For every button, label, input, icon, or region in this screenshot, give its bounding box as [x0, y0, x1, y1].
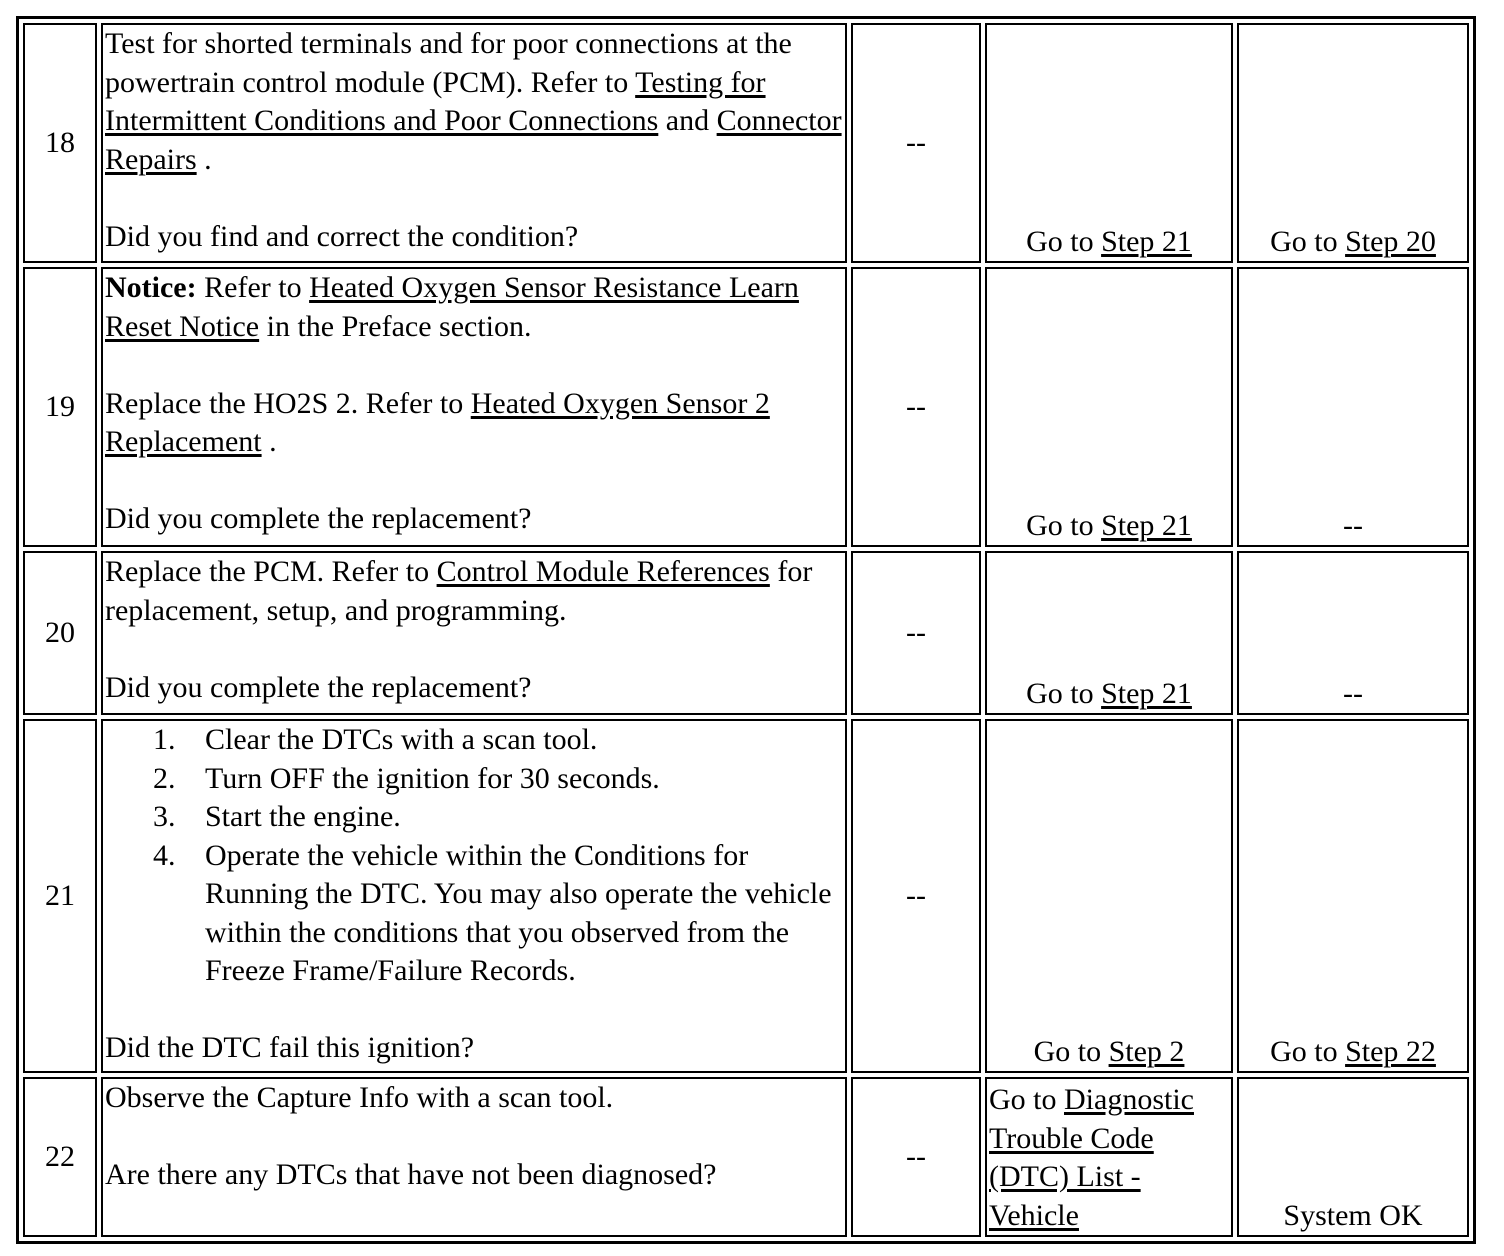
- action-text-part: .: [261, 425, 277, 458]
- no-cell: [1237, 267, 1469, 547]
- action-text: [105, 385, 843, 462]
- list-item: [153, 798, 843, 837]
- step-number-cell: [23, 267, 97, 547]
- action-question: Did you complete the replacement?: [105, 502, 532, 535]
- goto-prefix: Go to: [1026, 676, 1102, 710]
- goto-prefix: Go to: [989, 1083, 1064, 1116]
- list-item-text: Operate the vehicle within the Conditions for Running the DTC. You may also operate the vehicle within the conditions that you observed from the Freeze Frame/Failure Records.: [205, 838, 832, 987]
- list-item: [153, 837, 843, 991]
- link-step-21[interactable]: Step 21: [1101, 508, 1192, 542]
- list-item-number: 1.: [153, 723, 176, 756]
- action-cell: [101, 719, 847, 1073]
- yes-cell: [985, 267, 1233, 547]
- value-cell: [851, 267, 981, 547]
- no-cell: [1237, 719, 1469, 1073]
- value-text: --: [906, 389, 926, 423]
- goto-prefix: Go to: [1033, 1034, 1109, 1068]
- link-control-module-references[interactable]: Control Module References: [436, 555, 770, 588]
- procedure-list: [105, 721, 843, 991]
- value-cell: [851, 1077, 981, 1237]
- yes-cell: [985, 551, 1233, 715]
- goto-prefix: Go to: [1026, 508, 1102, 542]
- action-text-part: for replacement, setup, and programming.: [105, 555, 813, 627]
- list-item-number: 4.: [153, 838, 176, 872]
- step-number-cell: [23, 1077, 97, 1237]
- action-text: [105, 553, 843, 630]
- no-cell: [1237, 23, 1469, 263]
- step-number: 19: [45, 389, 75, 423]
- action-question: Did you complete the replacement?: [105, 670, 532, 704]
- value-cell: [851, 23, 981, 263]
- table-row-step-21: [23, 719, 1469, 1073]
- table-row-step-18: [23, 23, 1469, 263]
- action-text-part: Test for shorted terminals and for poor connections at the powertrain control module (PCM). Refer to: [105, 27, 792, 99]
- yes-cell: [985, 23, 1233, 263]
- link-testing-intermittent[interactable]: Testing for Intermittent Conditions and Poor Connections: [105, 65, 766, 137]
- action-cell: [101, 1077, 847, 1237]
- step-number: 21: [45, 878, 75, 912]
- action-question: Did you find and correct the condition?: [105, 219, 579, 253]
- action-text-part: Replace the PCM. Refer to: [105, 555, 437, 588]
- action-text: Observe the Capture Info with a scan tool.: [105, 1081, 614, 1114]
- step-number: 18: [45, 125, 75, 159]
- value-text: --: [906, 1139, 926, 1173]
- table-row-step-19: [23, 267, 1469, 547]
- link-dtc-list-vehicle[interactable]: Diagnostic Trouble Code (DTC) List - Vehicle: [989, 1083, 1194, 1232]
- yes-cell: [985, 719, 1233, 1073]
- notice-text: [105, 269, 843, 346]
- action-cell: [101, 23, 847, 263]
- value-text: --: [906, 615, 926, 649]
- notice-text-part: Refer to: [196, 271, 310, 304]
- no-cell: [1237, 1077, 1469, 1237]
- list-item-text: Clear the DTCs with a scan tool.: [205, 723, 598, 756]
- link-step-2[interactable]: Step 2: [1108, 1034, 1185, 1068]
- link-connector-repairs[interactable]: Connector Repairs: [105, 104, 842, 176]
- link-heated-oxygen-sensor-resistance-notice[interactable]: Heated Oxygen Sensor Resistance Learn Reset Notice: [105, 271, 799, 343]
- step-number: 22: [45, 1139, 75, 1173]
- step-number-cell: [23, 719, 97, 1073]
- list-item-text: Start the engine.: [205, 800, 401, 833]
- step-number-cell: [23, 23, 97, 263]
- notice-text-part: in the Preface section.: [259, 309, 532, 343]
- list-item-text: Turn OFF the ignition for 30 seconds.: [205, 761, 660, 795]
- value-text: --: [906, 878, 926, 912]
- goto-prefix: Go to: [1270, 224, 1346, 258]
- list-item: [153, 760, 843, 799]
- step-number: 20: [45, 615, 75, 649]
- link-heated-oxygen-sensor-2-replacement[interactable]: Heated Oxygen Sensor 2 Replacement: [105, 386, 770, 458]
- diagnostic-steps-table: [16, 16, 1476, 1244]
- goto-prefix: Go to: [1270, 1034, 1346, 1068]
- action-cell: [101, 267, 847, 547]
- no-cell: [1237, 551, 1469, 715]
- value-text: --: [906, 125, 926, 159]
- link-step-22[interactable]: Step 22: [1345, 1034, 1436, 1068]
- list-item: [153, 721, 843, 760]
- action-text-part: and: [658, 104, 717, 137]
- action-text-part: .: [196, 142, 212, 176]
- value-cell: [851, 719, 981, 1073]
- step-number-cell: [23, 551, 97, 715]
- notice-label: Notice:: [105, 271, 197, 304]
- value-cell: [851, 551, 981, 715]
- yes-cell: [985, 1077, 1233, 1237]
- action-question: Are there any DTCs that have not been diagnosed?: [105, 1158, 717, 1191]
- table-row-step-20: [23, 551, 1469, 715]
- action-text: [105, 25, 843, 179]
- action-text-part: Replace the HO2S 2. Refer to: [105, 386, 471, 420]
- table-row-step-22: [23, 1077, 1469, 1237]
- list-item-number: 3.: [153, 800, 176, 833]
- link-step-21[interactable]: Step 21: [1101, 676, 1192, 710]
- no-text: --: [1343, 508, 1363, 542]
- no-text: --: [1343, 676, 1363, 710]
- action-question: Did the DTC fail this ignition?: [105, 1031, 475, 1064]
- no-text: System OK: [1283, 1198, 1423, 1232]
- link-step-21[interactable]: Step 21: [1101, 224, 1192, 258]
- list-item-number: 2.: [153, 761, 176, 795]
- goto-prefix: Go to: [1026, 224, 1102, 258]
- action-cell: [101, 551, 847, 715]
- link-step-20[interactable]: Step 20: [1345, 224, 1436, 258]
